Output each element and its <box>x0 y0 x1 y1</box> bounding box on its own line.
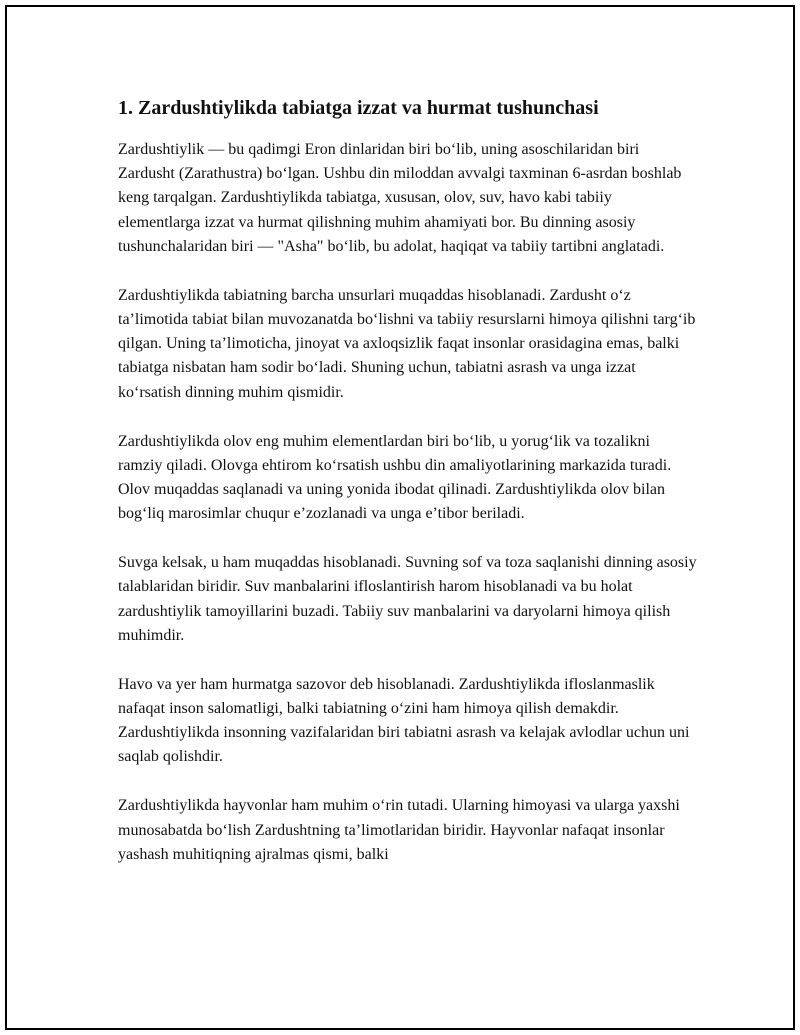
section-heading: 1. Zardushtiylikda tabiatga izzat va hurmat tushunchasi <box>118 97 599 119</box>
paragraph-3: Zardushtiylikda olov eng muhim elementlardan biri bo‘lib, u yorug‘lik va tozalikni ramziy qiladi. Olovga ehtirom ko‘rsatish ushbu din amaliyotlarining markazida turadi. Olov muqaddas saqlanadi va uning yonida ibodat qilinadi. Zardushtiylikda olov bilan bog‘liq marosimlar chuqur e’zozlanadi va unga e’tibor beriladi. <box>118 432 672 523</box>
document-body <box>118 96 698 892</box>
paragraph-2: Zardushtiylikda tabiatning barcha unsurlari muqaddas hisoblanadi. Zardusht o‘z ta’limotida tabiat bilan muvozanatda bo‘lishni va tabiiy resurslarni himoya qilishni targ‘ib qilgan. Uning ta’limoticha, jinoyat va axloqsizlik faqat insonlar orasidagina emas, balki tabiatga nisbatan ham sodir bo‘ladi. Shuning uchun, tabiatni asrash va unga izzat ko‘rsatish dinning muhim qismidir. <box>118 286 696 401</box>
paragraph-5: Havo va yer ham hurmatga sazovor deb hisoblanadi. Zardushtiylikda ifloslanmaslik nafaqat inson salomatligi, balki tabiatning o‘zini ham himoya qilish demakdir. Zardushtiylikda insonning vazifalaridan biri tabiatni asrash va kelajak avlodlar uchun uni saqlab qolishdir. <box>118 675 690 766</box>
paragraph-6: Zardushtiylikda hayvonlar ham muhim o‘rin tutadi. Ularning himoyasi va ularga yaxshi munosabatda bo‘lish Zardushtning ta’limotlaridan biridir. Hayvonlar nafaqat insonlar yashash muhitiqning ajralmas qismi, balki <box>118 797 680 863</box>
paragraph-4: Suvga kelsak, u ham muqaddas hisoblanadi. Suvning sof va toza saqlanishi dinning asosiy talablaridan biridir. Suv manbalarini ifloslantirish harom hisoblanadi va bu holat zardushtiylik tamoyillarini buzadi. Tabiiy suv manbalarini va daryolarni himoya qilish muhimdir. <box>118 554 697 644</box>
paragraph-1: Zardushtiylik — bu qadimgi Eron dinlaridan biri bo‘lib, uning asoschilaridan biri Zardusht (Zarathustra) bo‘lgan. Ushbu din miloddan avvalgi taxminan 6-asrdan boshlab keng tarqalgan. Zardushtiylikda tabiatga, xususan, olov, suv, havo kabi tabiiy elementlarga izzat va hurmat qilishning muhim ahamiyati bor. Bu dinning asosiy tushunchalaridan biri — "Asha" bo‘lib, bu adolat, haqiqat va tabiiy tartibni anglatadi. <box>118 141 682 255</box>
document-page <box>5 5 795 1030</box>
